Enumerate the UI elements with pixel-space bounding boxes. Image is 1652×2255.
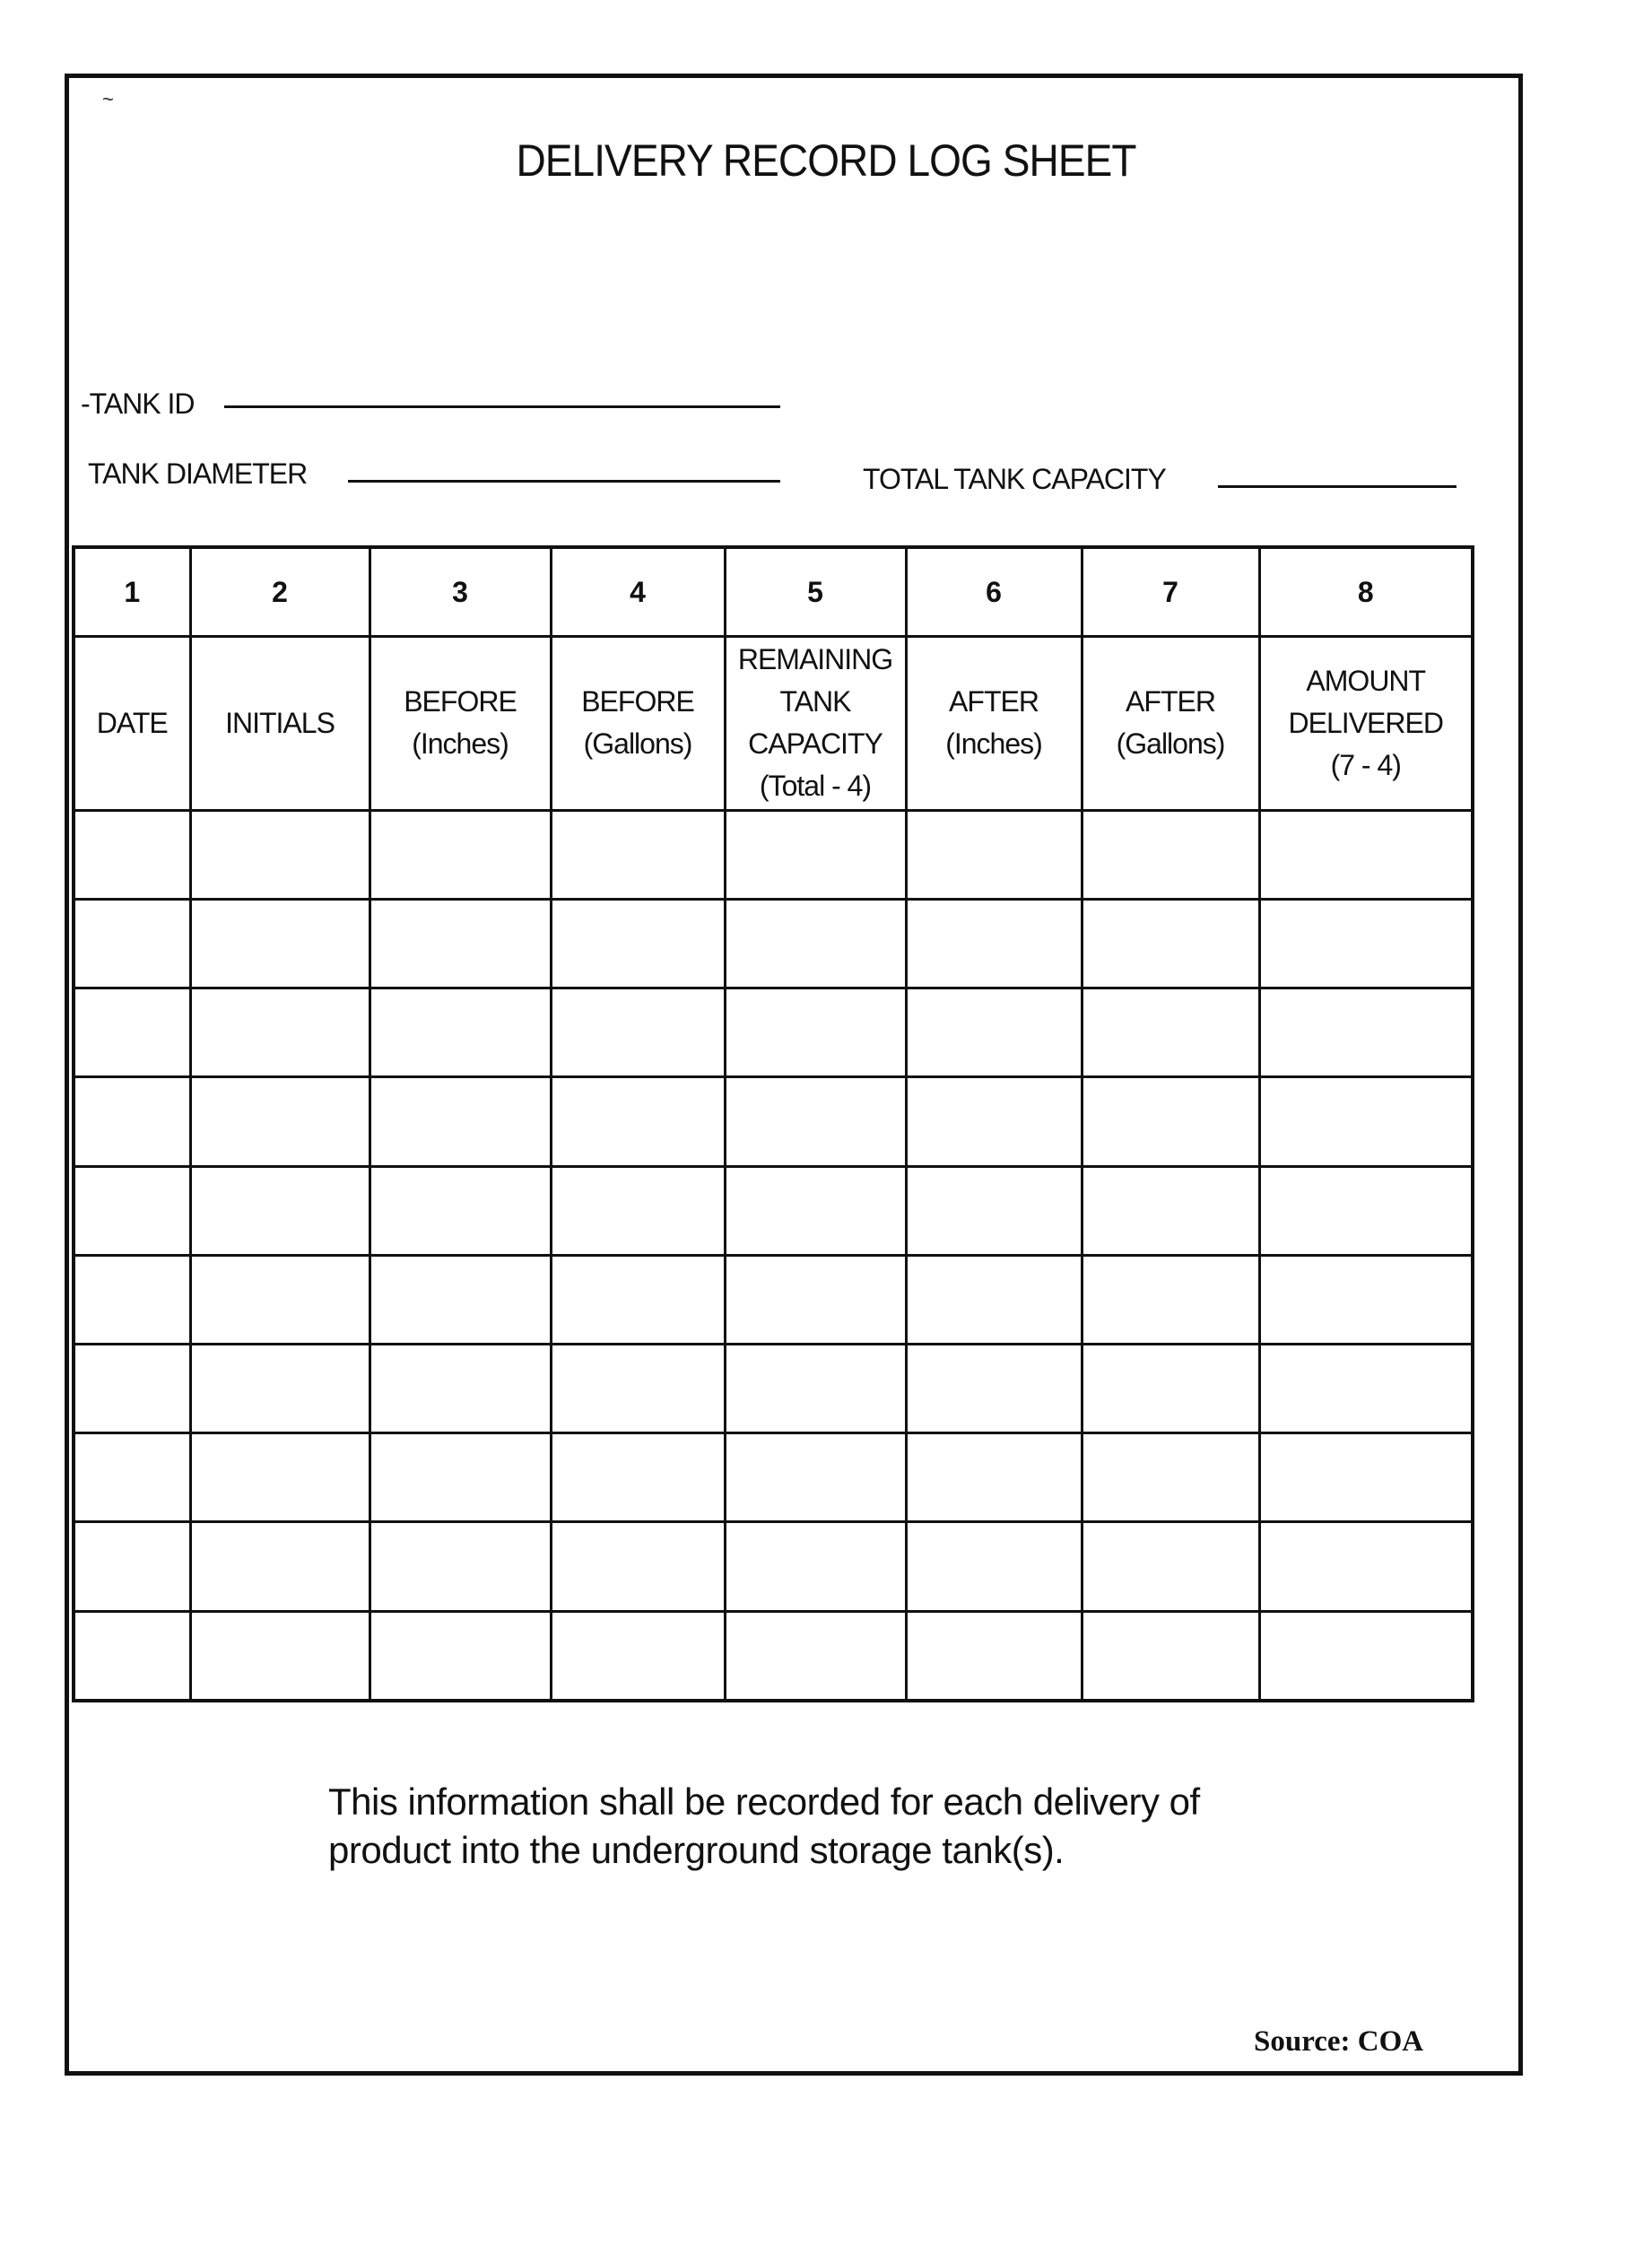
- table-cell[interactable]: [906, 988, 1082, 1077]
- table-cell[interactable]: [1259, 1522, 1473, 1611]
- table-cell[interactable]: [74, 899, 190, 988]
- table-cell[interactable]: [370, 899, 551, 988]
- table-cell[interactable]: [370, 1166, 551, 1255]
- table-cell[interactable]: [551, 1255, 725, 1344]
- table-cell[interactable]: [74, 1611, 190, 1701]
- column-header-line: AFTER: [1126, 685, 1215, 718]
- table-cell[interactable]: [190, 1255, 370, 1344]
- table-cell[interactable]: [551, 899, 725, 988]
- column-header-line: CAPACITY: [748, 727, 883, 761]
- table-cell[interactable]: [551, 1344, 725, 1432]
- scan-mark: ~: [102, 88, 114, 110]
- table-cell[interactable]: [1082, 810, 1259, 899]
- table-cell[interactable]: [725, 1522, 906, 1611]
- column-header: [1082, 637, 1259, 810]
- table-cell[interactable]: [906, 899, 1082, 988]
- table-cell[interactable]: [1082, 1077, 1259, 1166]
- column-header-row: [74, 637, 1473, 810]
- table-cell[interactable]: [725, 1255, 906, 1344]
- table-cell[interactable]: [74, 1433, 190, 1522]
- delivery-log-table: [72, 545, 1474, 1702]
- table-cell[interactable]: [906, 1166, 1082, 1255]
- table-cell[interactable]: [370, 1077, 551, 1166]
- table-cell[interactable]: [725, 1611, 906, 1701]
- table-cell[interactable]: [551, 810, 725, 899]
- table-cell[interactable]: [1259, 1344, 1473, 1432]
- table-cell[interactable]: [1082, 1255, 1259, 1344]
- table-cell[interactable]: [906, 810, 1082, 899]
- table-cell[interactable]: [1259, 1611, 1473, 1701]
- table-cell[interactable]: [1259, 988, 1473, 1077]
- table-row: [74, 1077, 1473, 1166]
- column-header: [1259, 637, 1473, 810]
- total-tank-capacity-label: TOTAL TANK CAPACITY: [863, 463, 1166, 495]
- table-row: [74, 1522, 1473, 1611]
- instruction-note: [328, 1778, 1315, 1875]
- table-cell[interactable]: [551, 1077, 725, 1166]
- column-header-line: (Inches): [412, 727, 509, 761]
- instruction-line: product into the underground storage tank(s).: [328, 1829, 1065, 1871]
- column-header: [725, 637, 906, 810]
- tank-id-field[interactable]: [224, 405, 780, 408]
- table-cell[interactable]: [906, 1522, 1082, 1611]
- table-cell[interactable]: [74, 1077, 190, 1166]
- table-cell[interactable]: [725, 1433, 906, 1522]
- table-cell[interactable]: [1259, 1166, 1473, 1255]
- table-cell[interactable]: [190, 1611, 370, 1701]
- column-header: [906, 637, 1082, 810]
- column-header-line: DATE: [96, 706, 168, 739]
- table-cell[interactable]: [1082, 1344, 1259, 1432]
- table-cell[interactable]: [725, 988, 906, 1077]
- table-cell[interactable]: [190, 1433, 370, 1522]
- table-cell[interactable]: [190, 988, 370, 1077]
- column-number: 1: [74, 547, 190, 637]
- column-header-line: (Inches): [945, 727, 1042, 761]
- table-row: [74, 1433, 1473, 1522]
- table-cell[interactable]: [725, 1344, 906, 1432]
- column-number: 8: [1259, 547, 1473, 637]
- column-number: 2: [190, 547, 370, 637]
- table-cell[interactable]: [74, 1166, 190, 1255]
- table-cell[interactable]: [370, 1255, 551, 1344]
- table-cell[interactable]: [370, 1344, 551, 1432]
- table-cell[interactable]: [190, 1522, 370, 1611]
- table-cell[interactable]: [551, 1522, 725, 1611]
- table-cell[interactable]: [725, 1077, 906, 1166]
- table-cell[interactable]: [190, 810, 370, 899]
- table-cell[interactable]: [551, 1166, 725, 1255]
- table-cell[interactable]: [1082, 1166, 1259, 1255]
- column-number-row: [74, 547, 1473, 637]
- table-cell[interactable]: [74, 988, 190, 1077]
- column-header-line: TANK: [779, 685, 851, 718]
- column-header-line: (Gallons): [1116, 727, 1225, 761]
- column-header-line: BEFORE: [581, 685, 694, 718]
- table-cell[interactable]: [551, 1611, 725, 1701]
- column-header: [74, 637, 190, 810]
- table-cell[interactable]: [1082, 988, 1259, 1077]
- table-cell[interactable]: [370, 988, 551, 1077]
- tank-diameter-label: TANK DIAMETER: [88, 457, 308, 490]
- column-header-line: REMAINING: [737, 643, 893, 676]
- table-cell[interactable]: [1082, 1611, 1259, 1701]
- table-cell[interactable]: [74, 810, 190, 899]
- source-citation: Source: COA: [1254, 2025, 1424, 2058]
- table-cell[interactable]: [1259, 1255, 1473, 1344]
- table-cell[interactable]: [906, 1077, 1082, 1166]
- table-cell[interactable]: [906, 1344, 1082, 1432]
- table-cell[interactable]: [1259, 899, 1473, 988]
- tank-diameter-field[interactable]: [348, 480, 780, 483]
- column-number: 7: [1082, 547, 1259, 637]
- column-number: 4: [551, 547, 725, 637]
- column-header-line: (Total - 4): [759, 770, 872, 803]
- column-header: [190, 637, 370, 810]
- table-cell[interactable]: [190, 899, 370, 988]
- table-cell[interactable]: [190, 1344, 370, 1432]
- table-row: [74, 988, 1473, 1077]
- column-number: 3: [370, 547, 551, 637]
- table-cell[interactable]: [1259, 1433, 1473, 1522]
- table-cell[interactable]: [370, 1433, 551, 1522]
- table-cell[interactable]: [1082, 1433, 1259, 1522]
- table-cell[interactable]: [725, 1166, 906, 1255]
- table-cell[interactable]: [370, 1611, 551, 1701]
- column-number: 5: [725, 547, 906, 637]
- table-cell[interactable]: [370, 1522, 551, 1611]
- table-cell[interactable]: [1082, 1522, 1259, 1611]
- column-header-line: BEFORE: [404, 685, 517, 718]
- table-row: [74, 1344, 1473, 1432]
- column-number: 6: [906, 547, 1082, 637]
- column-header-line: (Gallons): [583, 727, 692, 761]
- total-tank-capacity-field[interactable]: [1218, 485, 1456, 488]
- column-header-line: AFTER: [949, 685, 1039, 718]
- table-row: [74, 899, 1473, 988]
- table-cell[interactable]: [725, 810, 906, 899]
- instruction-line: This information shall be recorded for each delivery of: [328, 1780, 1200, 1823]
- column-header: [370, 637, 551, 810]
- table-cell[interactable]: [1259, 810, 1473, 899]
- column-header-line: AMOUNT: [1306, 664, 1426, 697]
- table-row: [74, 810, 1473, 899]
- table-cell[interactable]: [74, 1522, 190, 1611]
- page-title: DELIVERY RECORD LOG SHEET: [516, 135, 1136, 186]
- table-cell[interactable]: [725, 899, 906, 988]
- tank-id-label: -TANK ID: [81, 387, 195, 420]
- table-cell[interactable]: [74, 1255, 190, 1344]
- table-cell[interactable]: [551, 1433, 725, 1522]
- table-cell[interactable]: [1082, 899, 1259, 988]
- table-cell[interactable]: [906, 1433, 1082, 1522]
- table-cell[interactable]: [370, 810, 551, 899]
- table-cell[interactable]: [74, 1344, 190, 1432]
- column-header: [551, 637, 725, 810]
- table-row: [74, 1166, 1473, 1255]
- table-cell[interactable]: [906, 1255, 1082, 1344]
- table-cell[interactable]: [190, 1077, 370, 1166]
- table-cell[interactable]: [906, 1611, 1082, 1701]
- column-header-line: (7 - 4): [1330, 748, 1401, 781]
- table-cell[interactable]: [1259, 1077, 1473, 1166]
- column-header-line: DELIVERED: [1288, 706, 1443, 739]
- table-cell[interactable]: [551, 988, 725, 1077]
- table-cell[interactable]: [190, 1166, 370, 1255]
- table-row: [74, 1255, 1473, 1344]
- column-header-line: INITIALS: [225, 706, 335, 739]
- table-row: [74, 1611, 1473, 1701]
